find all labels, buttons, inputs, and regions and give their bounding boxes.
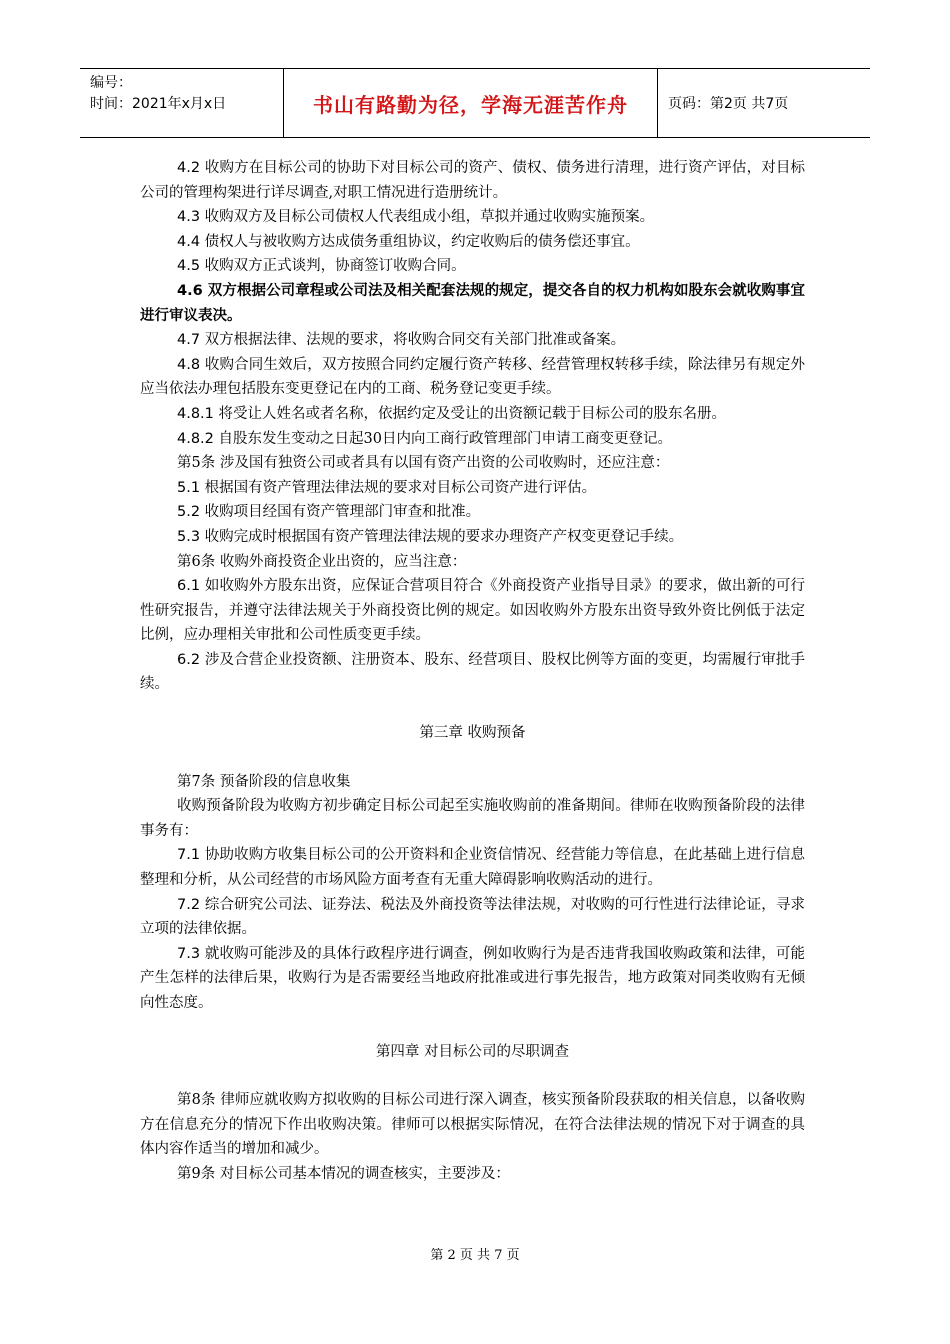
document-date-label: 时间：2021年x月x日 — [90, 96, 227, 112]
clause-7-3: 7.3 就收购可能涉及的具体行政程序进行调查，例如收购行为是否违背我国收购政策和法律，可能产生怎样的法律后果，收购行为是否需要经当地政府批准或进行事先报告，地方政策对同类收购有无倾向性态度。 — [140, 945, 805, 1011]
clause-5-2: 5.2 收购项目经国有资产管理部门审查和批准。 — [177, 504, 481, 521]
clause-7-1: 7.1 协助收购方收集目标公司的公开资料和企业资信情况、经营能力等信息，在此基础上进行信息整理和分析，从公司经营的市场风险方面考查有无重大障碍影响收购活动的进行。 — [140, 847, 805, 889]
clause-6-1: 6.1 如收购外方股东出资，应保证合营项目符合《外商投资产业指导目录》的要求，做出新的可行性研究报告，并遵守法律法规关于外商投资比例的规定。如因收购外方股东出资导致外资比例低于法定比例，应办理相关审批和公司性质变更手续。 — [140, 578, 805, 644]
clause-4-8-2: 4.8.2 自股东发生变动之日起30日内向工商行政管理部门申请工商变更登记。 — [177, 430, 672, 447]
article-8: 第8条 律师应就收购方拟收购的目标公司进行深入调查，核实预备阶段获取的相关信息，以备收购方在信息充分的情况下作出收购决策。律师可以根据实际情况，在符合法律法规的情况下对于调查的具体内容作适当的增加和减少。 — [140, 1092, 805, 1158]
document-number-label: 编号： — [90, 75, 132, 91]
clause-4-7: 4.7 双方根据法律、法规的要求，将收购合同交有关部门批准或备案。 — [177, 332, 626, 349]
clause-5-3: 5.3 收购完成时根据国有资产管理法律法规的要求办理资产产权变更登记手续。 — [177, 528, 684, 545]
header-motto: 书山有路勤为径，学海无涯苦作舟 — [284, 69, 658, 137]
document-body — [140, 156, 805, 1187]
clause-4-8: 4.8 收购合同生效后，双方按照合同约定履行资产转移、经营管理权转移手续，除法律另有规定外应当依法办理包括股东变更登记在内的工商、税务登记变更手续。 — [140, 356, 805, 398]
clause-4-4: 4.4 债权人与被收购方达成债务重组协议，约定收购后的债务偿还事宜。 — [177, 233, 640, 250]
chapter-4-title: 第四章 对目标公司的尽职调查 — [375, 1043, 570, 1060]
clause-4-5: 4.5 收购双方正式谈判，协商签订收购合同。 — [177, 258, 466, 275]
article-6: 第6条 收购外商投资企业出资的，应当注意： — [177, 553, 467, 570]
clause-4-6: 4.6 双方根据公司章程或公司法及相关配套法规的规定，提交各自的权力机构如股东会就收购事宜进行审议表决。 — [140, 281, 805, 324]
article-7-intro: 收购预备阶段为收购方初步确定目标公司起至实施收购前的准备期间。律师在收购预备阶段的法律事务有： — [140, 798, 805, 839]
clause-5-1: 5.1 根据国有资产管理法律法规的要求对目标公司资产进行评估。 — [177, 479, 597, 496]
spacer — [140, 1016, 805, 1040]
article-7: 第7条 预备阶段的信息收集 — [177, 773, 351, 790]
article-5: 第5条 涉及国有独资公司或者具有以国有资产出资的公司收购时，还应注意： — [177, 455, 670, 472]
chapter-3-title: 第三章 收购预备 — [419, 725, 526, 742]
clause-7-2: 7.2 综合研究公司法、证券法、税法及外商投资等法律法规，对收购的可行性进行法律论证，寻求立项的法律依据。 — [140, 896, 805, 938]
header-page-label: 页码：第2页 共7页 — [668, 96, 789, 112]
header-left-cell — [80, 69, 284, 137]
article-9: 第9条 对目标公司基本情况的调查核实，主要涉及： — [177, 1165, 510, 1182]
clause-4-8-1: 4.8.1 将受让人姓名或者名称，依据约定及受让的出资额记载于目标公司的股东名册。 — [177, 405, 727, 422]
clause-4-2: 4.2 收购方在目标公司的协助下对目标公司的资产、债权、债务进行清理，进行资产评估，对目标公司的管理构架进行详尽调查,对职工情况进行造册统计。 — [140, 160, 805, 201]
spacer — [140, 746, 805, 770]
spacer — [140, 1064, 805, 1088]
spacer — [140, 697, 805, 721]
page-footer: 第 2 页 共 7 页 — [430, 1248, 520, 1263]
page-header — [80, 68, 870, 138]
clause-6-2: 6.2 涉及合营企业投资额、注册资本、股东、经营项目、股权比例等方面的变更，均需履行审批手续。 — [140, 651, 805, 693]
clause-4-3: 4.3 收购双方及目标公司债权人代表组成小组，草拟并通过收购实施预案。 — [177, 209, 655, 226]
